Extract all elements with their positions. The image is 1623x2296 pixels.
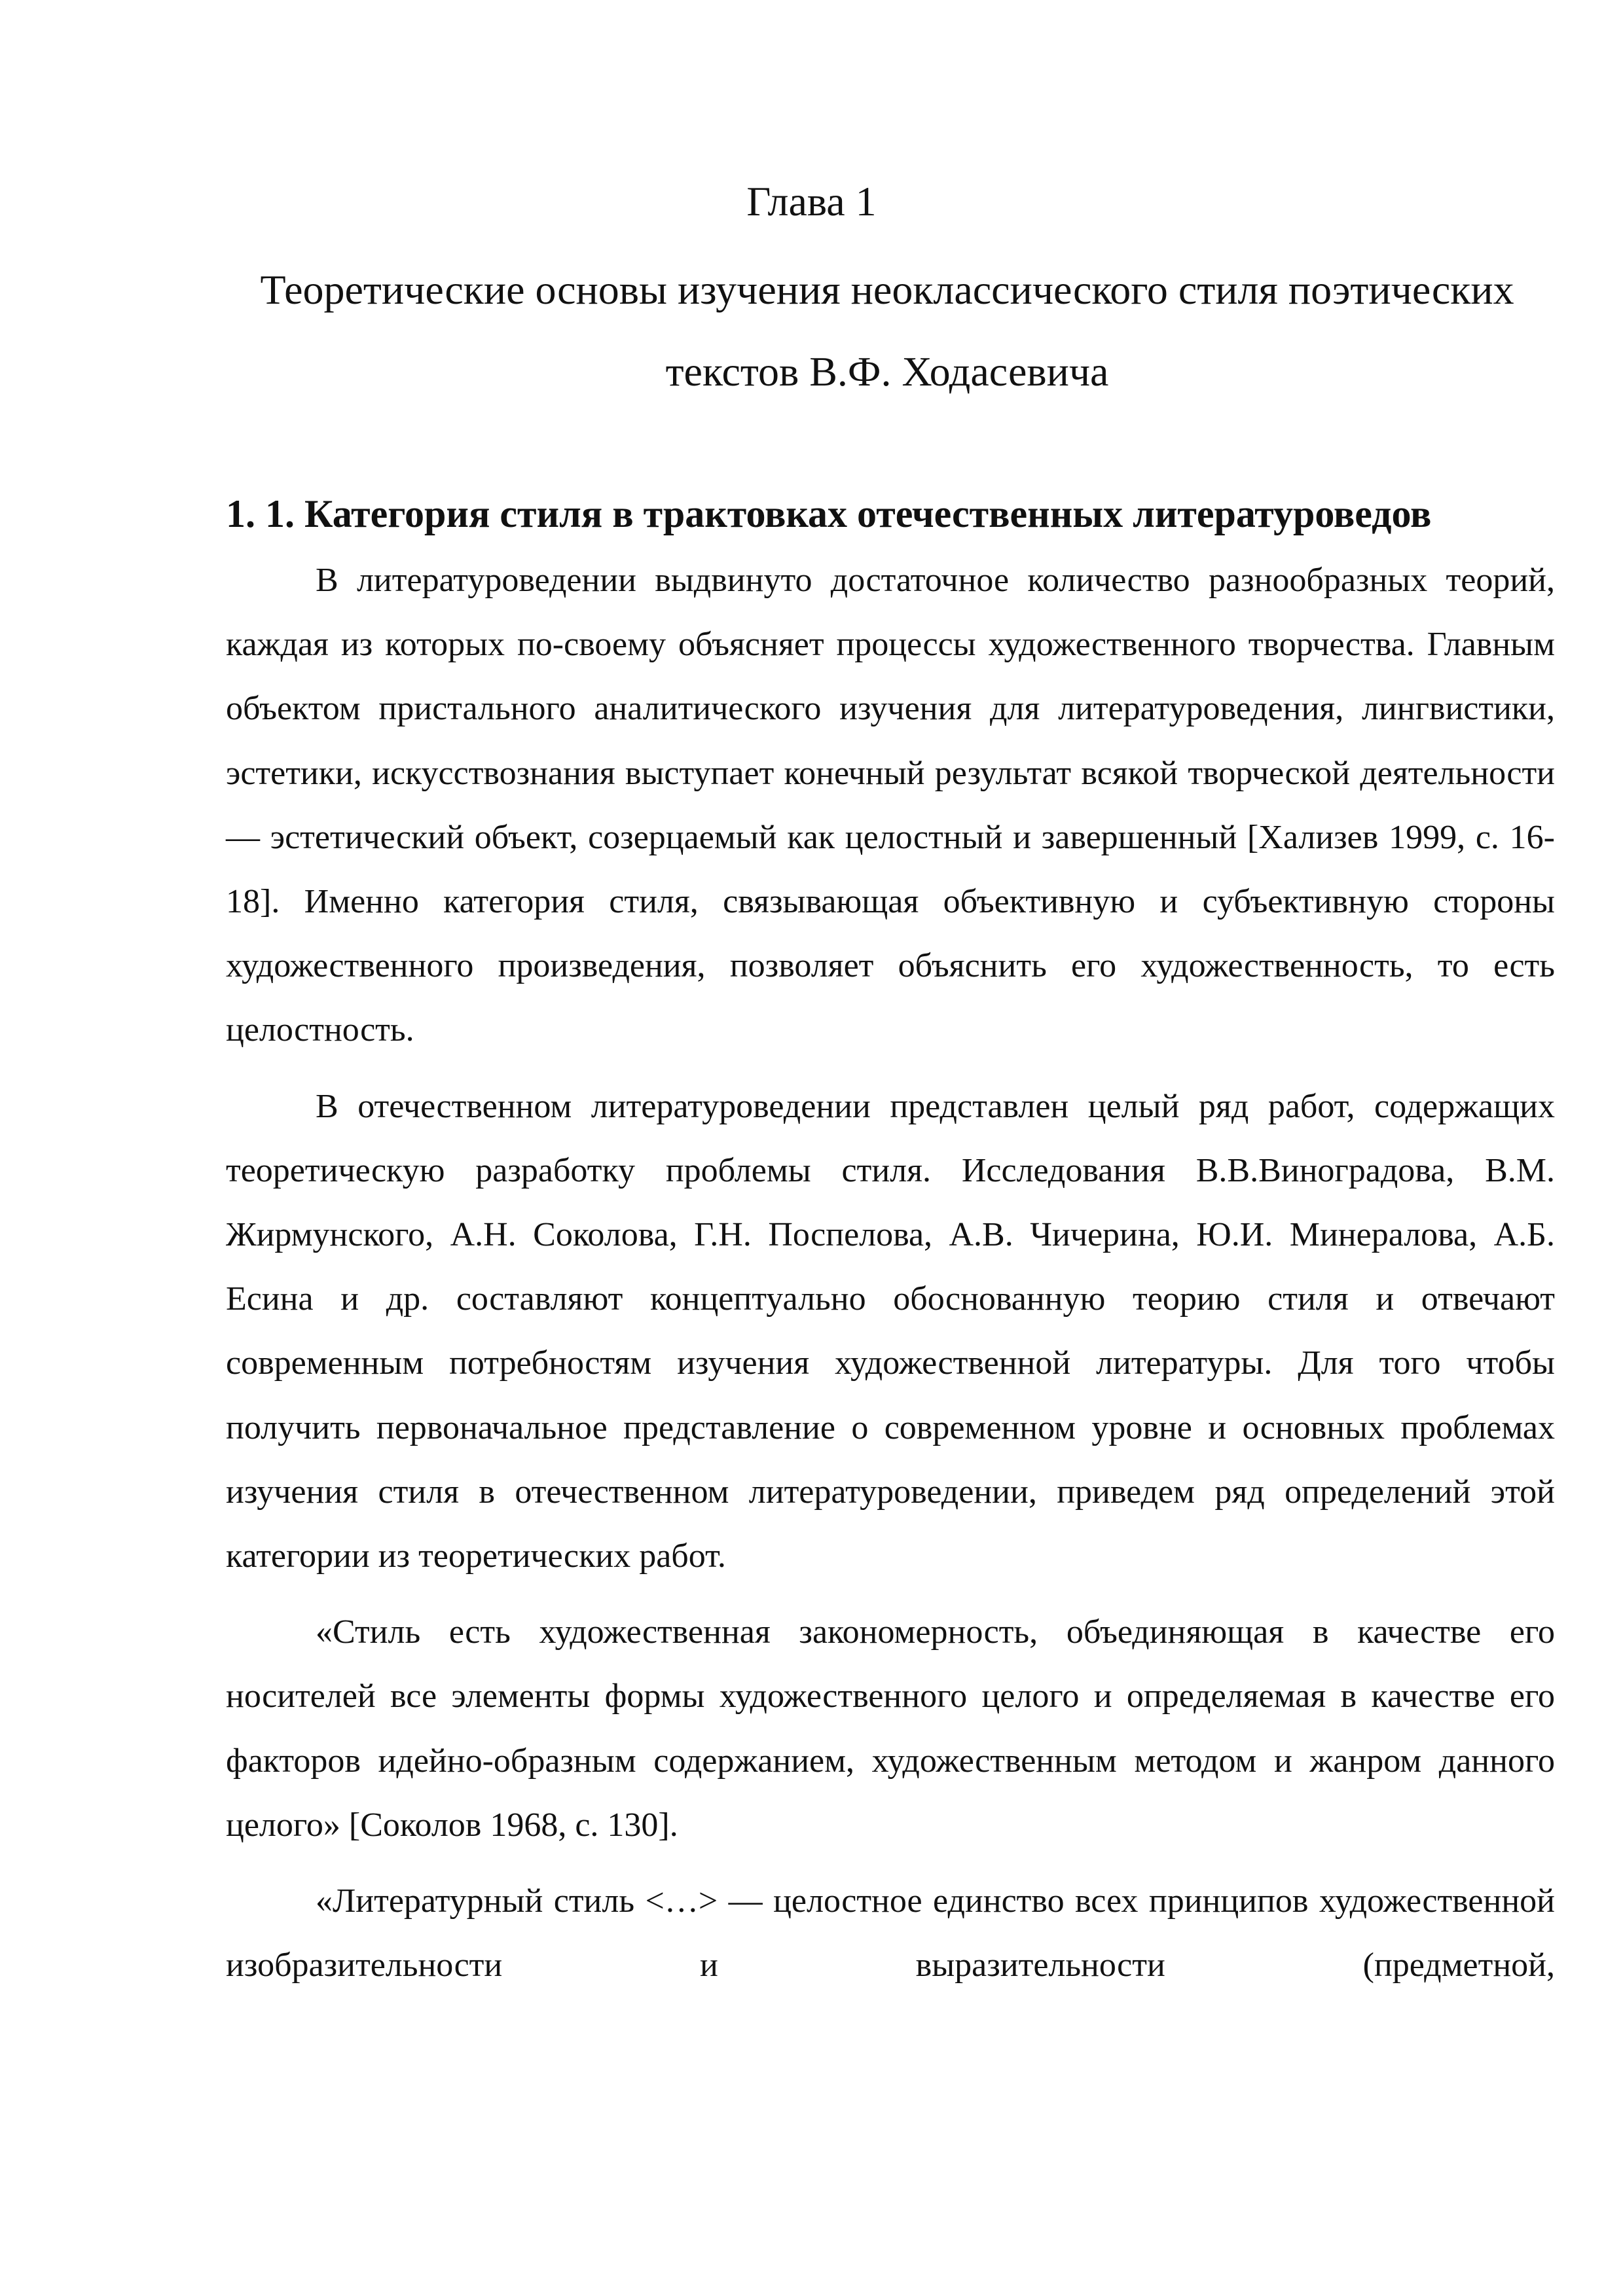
paragraph-intro: В литературоведении выдвинуто достаточное количество разнообразных теорий, каждая из которых по-своему объясняет процессы художественного творчества. Главным объектом пристального аналитического изучения для литературоведения, лингвистики, эстетики, искусствознания выступает конечный результат всякой творческой деятельности — эстетический объект, созерцаемый как целостный и завершенный [Хализев 1999, с. 16-18]. Именно категория стиля, связывающая объективную и субъективную стороны художественного произведения, позволяет объяснить его художественность, то есть целостность. <box>226 562 1555 1049</box>
section-heading: 1. 1. Категория стиля в трактовках отечественных литературоведов <box>226 492 1432 535</box>
paragraph-sokolov-quote: «Стиль есть художественная закономерность, объединяющая в качестве его носителей все элементы формы художественного целого и определяемая в качестве его факторов идейно-образным содержанием, художественным методом и жанром данного целого» [Соколов 1968, с. 130]. <box>226 1613 1555 1844</box>
chapter-title: Теоретические основы изучения неоклассического стиля поэтических текстов В.Ф. Ходасевича <box>260 266 1514 395</box>
paragraph-literary-style-quote: «Литературный стиль <…> — целостное единство всех принципов художественной изобразительности и выразительности (предметной, <box>226 1882 1555 1984</box>
body-text <box>226 548 1555 1998</box>
paragraph-research-overview: В отечественном литературоведении представлен целый ряд работ, содержащих теоретическую разработку проблемы стиля. Исследования В.В.Виноградова, В.М. Жирмунского, А.Н. Соколова, Г.Н. Поспелова, А.В. Чичерина, Ю.И. Минералова, А.Б. Есина и др. составляют концептуально обоснованную теорию стиля и отвечают современным потребностям изучения художественной литературы. Для того чтобы получить первоначальное представление о современном уровне и основных проблемах изучения стиля в отечественном литературоведении, приведем ряд определений этой категории из теоретических работ. <box>226 1087 1555 1575</box>
chapter-label: Глава 1 <box>746 178 877 224</box>
